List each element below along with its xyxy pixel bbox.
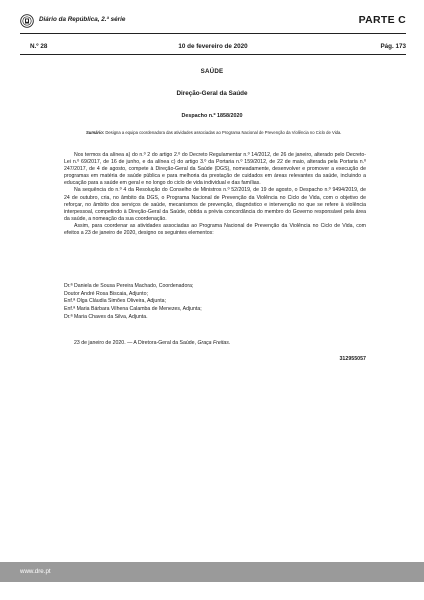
header-bottom-rule [20, 54, 406, 55]
paragraph: Nos termos da alínea a) do n.º 2 do artigo 2.º do Decreto Regulamentar n.º 14/2012, de 26 de janeiro, alterado pelo Decreto-Lei n.º 69/2017, de 16 de junho, e da alínea c) do artigo 3.º da Portaria n.º 159/2012, de 22 de maio, alterada pela Portaria n.º 247/2017, de 4 de agosto, compete à Direção-Geral da Saúde (DGS), nomeadamente, desenvolver e promover a execução de programas em matéria de saúde pública e para melhoria da prestação de cuidados em áreas relevantes da saúde, incluindo a educação para a saúde em geral e no longo do ciclo de vida individual e das famílias. [64, 152, 366, 187]
signature-text: 23 de janeiro de 2020. — A Diretora-Geral da Saúde, [74, 340, 196, 346]
footer-link[interactable]: www.dre.pt [20, 568, 51, 575]
issue-number: N.º 28 [30, 43, 48, 50]
list-item: Dr.ª Maria Chaves da Silva, Adjunta. [64, 313, 148, 320]
ministry-heading: SAÚDE [200, 68, 224, 75]
list-item: Doutor André Rosa Biscaia, Adjunto; [64, 290, 148, 297]
paragraph: Na sequência do n.º 4 da Resolução do Conselho de Ministros n.º 52/2019, de 19 de agosto, o Despacho n.º 9494/2019, de 24 de outubro, cria, no âmbito da DGS, o Programa Nacional de Prevenção da Violência no Ciclo de Vida, com o objetivo de reforçar, no âmbito dos serviços de saúde, mecanismos de prevenção, diagnóstico e intervenção no que se refere à violência interpessoal, competindo à Direção-Geral da Saúde, obtida a prévia concordância do membro do Governo responsável pela área da saúde, a nomeação da sua coordenação. [64, 187, 366, 222]
summary-text: Designa a equipa coordenadora das atividades associadas ao Programa Nacional de Prevenção da Violência no Ciclo de Vida. [105, 130, 342, 135]
signatory-name: Graça Freitas. [197, 340, 231, 346]
parte-label: PARTE C [358, 14, 406, 26]
signature-line [64, 340, 366, 347]
list-item: Enf.ª Maria Bárbara Vilhena Calamba de Menezes, Adjunta; [64, 306, 202, 313]
issue-date: 10 de fevereiro de 2020 [178, 43, 248, 50]
summary-label: Sumário: [86, 130, 105, 135]
journal-title: Diário da República, 2.ª série [39, 16, 126, 23]
republic-emblem-icon [20, 14, 34, 28]
page-footer [0, 562, 424, 582]
despacho-title: Despacho n.º 1858/2020 [181, 113, 243, 119]
organization-heading: Direção-Geral da Saúde [176, 90, 248, 97]
header-top-rule [20, 33, 406, 34]
document-body [64, 152, 366, 237]
summary [86, 130, 366, 136]
members-list [64, 283, 366, 322]
list-item: Dr.ª Daniela de Sousa Pereira Machado, Coordenadora; [64, 283, 194, 289]
page-number: Pág. 173 [380, 43, 406, 50]
paragraph: Assim, para coordenar as atividades associadas ao Programa Nacional de Prevenção da Violência no Ciclo de Vida, com efeitos a 23 de janeiro de 2020, designo os seguintes elementos: [64, 222, 366, 237]
page-header [20, 14, 406, 28]
document-reference: 312955057 [339, 356, 366, 362]
list-item: Enf.ª Olga Cláudia Simões Oliveira, Adjunta; [64, 298, 166, 305]
